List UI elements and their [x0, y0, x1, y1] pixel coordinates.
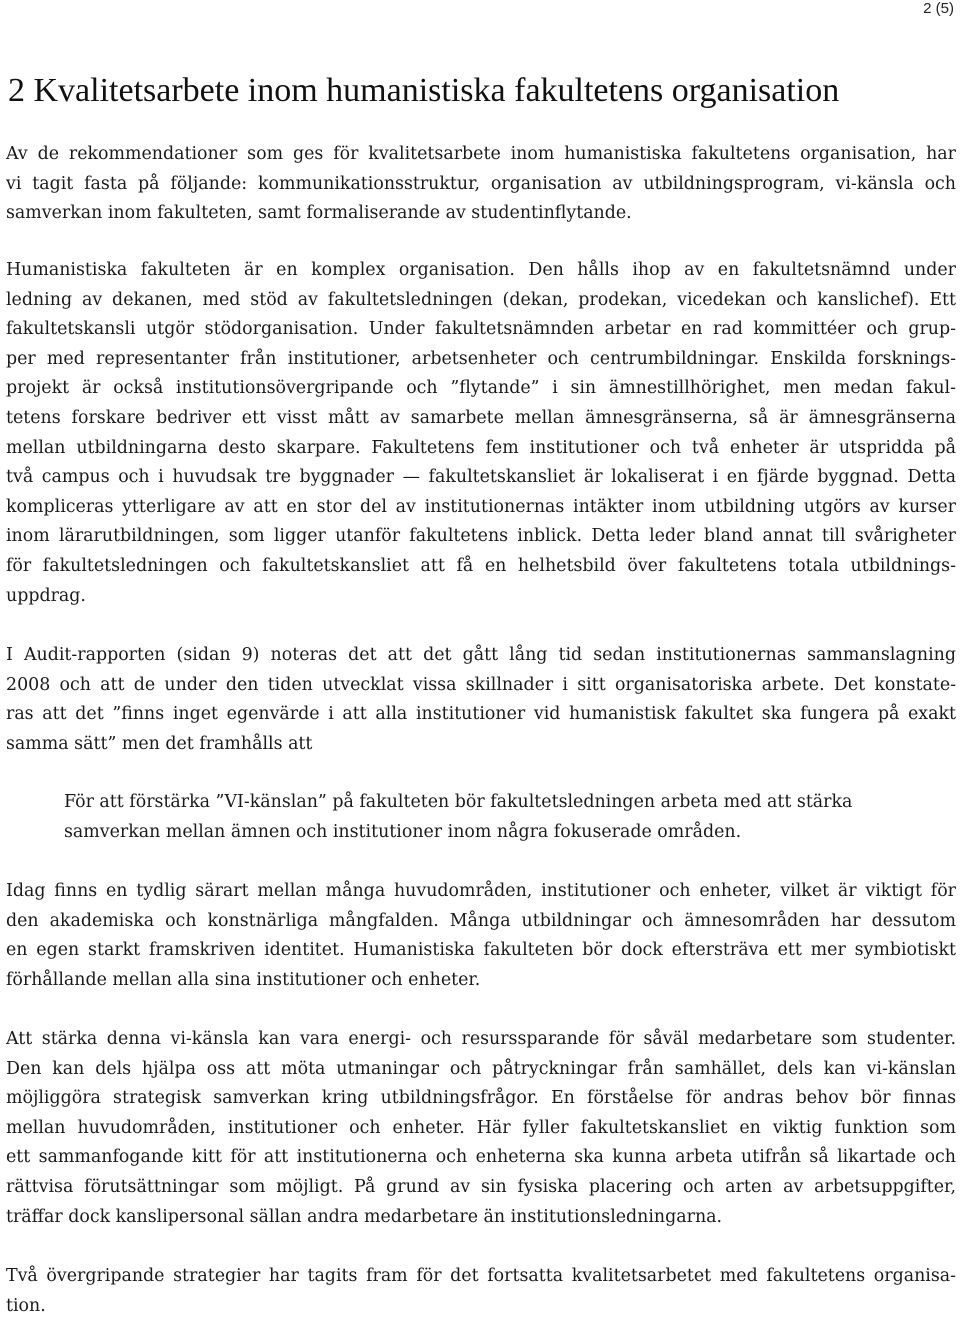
text-line: Den kan dels hjälpa oss att möta utmaningar och påtryckningar från samhället, dels kan vi-känslan	[6, 1058, 956, 1079]
text-line: Två övergripande strategier har tagits fram för det fortsatta kvalitetsarbetet med fakultetens organisa-	[6, 1266, 956, 1286]
page-number: 2 (5)	[923, 0, 954, 17]
text-line: mellan huvudområden, institutioner och enheter. Här fyller fakultetskansliet en viktig funktion som	[6, 1117, 956, 1138]
text-line: tetens forskare bedriver ett visst mått av samarbete mellan ämnesgränserna, så är ämnesgränserna	[6, 407, 956, 428]
text-line: uppdrag.	[6, 585, 86, 606]
text-line: rättvisa förutsättningar som möjligt. På grund av sin fysiska placering och arten av arbetsuppgifter,	[6, 1176, 956, 1197]
text-line: för fakultetsledningen och fakultetskansliet att få en helhetsbild över fakultetens totala utbildnings-	[6, 555, 956, 576]
text-line: per med representanter från institutioner, arbetsenheter och centrumbildningar. Enskilda forsknings-	[6, 348, 956, 369]
paragraph-organisation	[6, 256, 956, 611]
text-line: möjliggöra strategisk samverkan kring utbildningsfrågor. En förståelse för andras behov bör finnas	[6, 1088, 956, 1109]
text-line: 2008 och att de under den tiden utvecklat vissa skillnader i sitt organisatoriska arbete. Det konstate-	[6, 674, 956, 695]
paragraph-audit	[6, 641, 956, 759]
text-line: mellan utbildningarna desto skarpare. Fakultetens fem institutioner och två enheter är utspridda på	[6, 437, 956, 458]
text-line: samverkan mellan ämnen och institutioner inom några fokuserade områden.	[64, 821, 742, 842]
paragraph-sarart	[6, 877, 956, 995]
paragraph-vi-kansla	[6, 1025, 956, 1232]
section-heading: 2 Kvalitetsarbete inom humanistiska fakultetens organisation	[8, 72, 840, 109]
text-line: För att förstärka ”VI-känslan” på fakulteten bör fakultetsledningen arbeta med att stärka	[64, 792, 853, 812]
text-line: den akademiska och konstnärliga mångfalden. Många utbildningar och ämnesområden har dessutom	[6, 910, 956, 931]
text-line: en egen starkt framskriven identitet. Humanistiska fakulteten bör dock eftersträva ett mer symbiotiskt	[6, 940, 956, 961]
text-line: inom lärarutbildningen, som ligger utanför fakultetens inblick. Detta leder bland annat till svårigheter	[6, 526, 956, 547]
text-line: samverkan inom fakulteten, samt formaliserande av studentinflytande.	[6, 203, 632, 224]
text-line: Av de rekommendationer som ges för kvalitetsarbete inom humanistiska fakultetens organisation, har	[6, 144, 956, 164]
paragraph-intro	[6, 140, 956, 229]
text-line: vi tagit fasta på följande: kommunikationsstruktur, organisation av utbildningsprogram, vi-känsla och	[6, 173, 956, 194]
text-line: Humanistiska fakulteten är en komplex organisation. Den hålls ihop av en fakultetsnämnd under	[6, 260, 956, 280]
text-line: ras att det ”finns inget egenvärde i att alla institutioner vid humanistisk fakultet ska fungera på exakt	[6, 704, 956, 725]
text-line: samma sätt” men det framhålls att	[6, 733, 313, 754]
text-line: projekt är också institutionsövergripande och ”flytande” i sin ämnestillhörighet, men medan fakul-	[6, 378, 956, 399]
text-line: tion.	[6, 1295, 46, 1316]
paragraph-strategier	[6, 1262, 956, 1321]
text-line: Att stärka denna vi-känsla kan vara energi- och resurssparande för såväl medarbetare som studenter.	[6, 1029, 956, 1049]
text-line: träffar dock kanslipersonal sällan andra medarbetare än institutionsledningarna.	[6, 1206, 723, 1227]
text-line: ett sammanfogande kitt för att institutionerna och enheterna ska kunna arbeta utifrån så likartade och	[6, 1147, 956, 1168]
text-line: förhållande mellan alla sina institutioner och enheter.	[6, 969, 481, 990]
text-line: Idag finns en tydlig särart mellan många huvudområden, institutioner och enheter, vilket är viktigt för	[6, 881, 956, 901]
text-line: kompliceras ytterligare av att en stor del av institutionernas intäkter inom utbildning utgörs av kurser	[6, 496, 956, 517]
text-line: fakultetskansli utgör stödorganisation. Under fakultetsnämnden arbetar en rad kommittéer och grup-	[6, 319, 956, 340]
text-line: I Audit-rapporten (sidan 9) noteras det att det gått lång tid sedan institutionernas sammanslagning	[6, 645, 956, 665]
text-line: ledning av dekanen, med stöd av fakultetsledningen (dekan, prodekan, vicedekan och kanslichef). Ett	[6, 289, 956, 310]
block-quote	[64, 788, 894, 847]
text-line: två campus och i huvudsak tre byggnader — fakultetskansliet är lokaliserat i en fjärde byggnad. Detta	[6, 467, 956, 488]
